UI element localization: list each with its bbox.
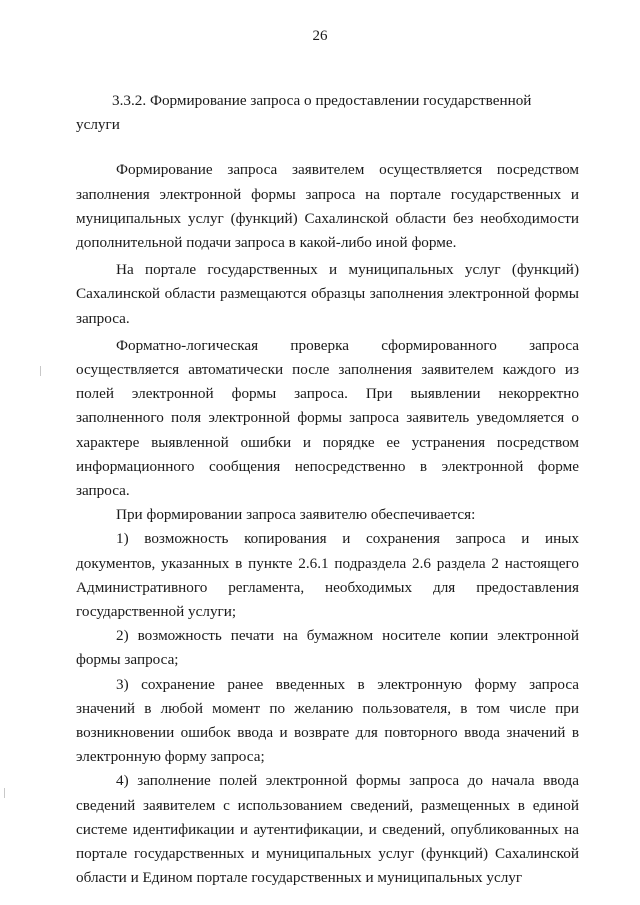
list-item-4: 4) заполнение полей электронной формы запроса до начала ввода сведений заявителем с использованием сведений, размещенных в единой системе идентификации и аутентификации, и сведений, опубликованных на портале государственных и муниципальных услуг (функций) Сахалинской области и Едином портале государственных и муниципальных услуг — [76, 772, 579, 887]
paragraph-3: Форматно-логическая проверка сформированного запроса осуществляется автоматически после заполнения заявителем каждого из полей электронной формы запроса. При выявлении некорректно заполненного поля электронной формы запроса заявитель уведомляется о характере выявленной ошибки и порядке ее устранения посредством информационного сообщения непосредственно в электронной форме запроса. — [76, 336, 579, 500]
scan-margin-mark — [4, 788, 5, 798]
section-heading: 3.3.2. Формирование запроса о предоставлении государственной услуги — [76, 92, 532, 134]
paragraph-2: На портале государственных и муниципальных услуг (функций) Сахалинской области размещаются образцы заполнения электронной формы запроса. — [76, 261, 579, 327]
list-item-1: 1) возможность копирования и сохранения запроса и иных документов, указанных в пункте 2.6.1 подраздела 2.6 раздела 2 настоящего Административного регламента, необходимых для предоставления государственной услуги; — [76, 530, 579, 621]
document-body — [76, 89, 579, 891]
paragraph-4: При формировании запроса заявителю обеспечивается: — [116, 506, 476, 524]
list-item-2: 2) возможность печати на бумажном носителе копии электронной формы запроса; — [76, 627, 579, 669]
list-item-3: 3) сохранение ранее введенных в электронную форму запроса значений в любой момент по желанию пользователя, в том числе при возникновении ошибок ввода и возврате для повторного ввода значений в электронную форму запроса; — [76, 675, 579, 766]
scan-margin-mark — [40, 366, 41, 376]
page-number: 26 — [312, 28, 328, 44]
paragraph-1: Формирование запроса заявителем осуществляется посредством заполнения электронной формы запроса на портале государственных и муниципальных услуг (функций) Сахалинской области без необходимости дополнительной подачи запроса в какой-либо иной форме. — [76, 161, 579, 252]
